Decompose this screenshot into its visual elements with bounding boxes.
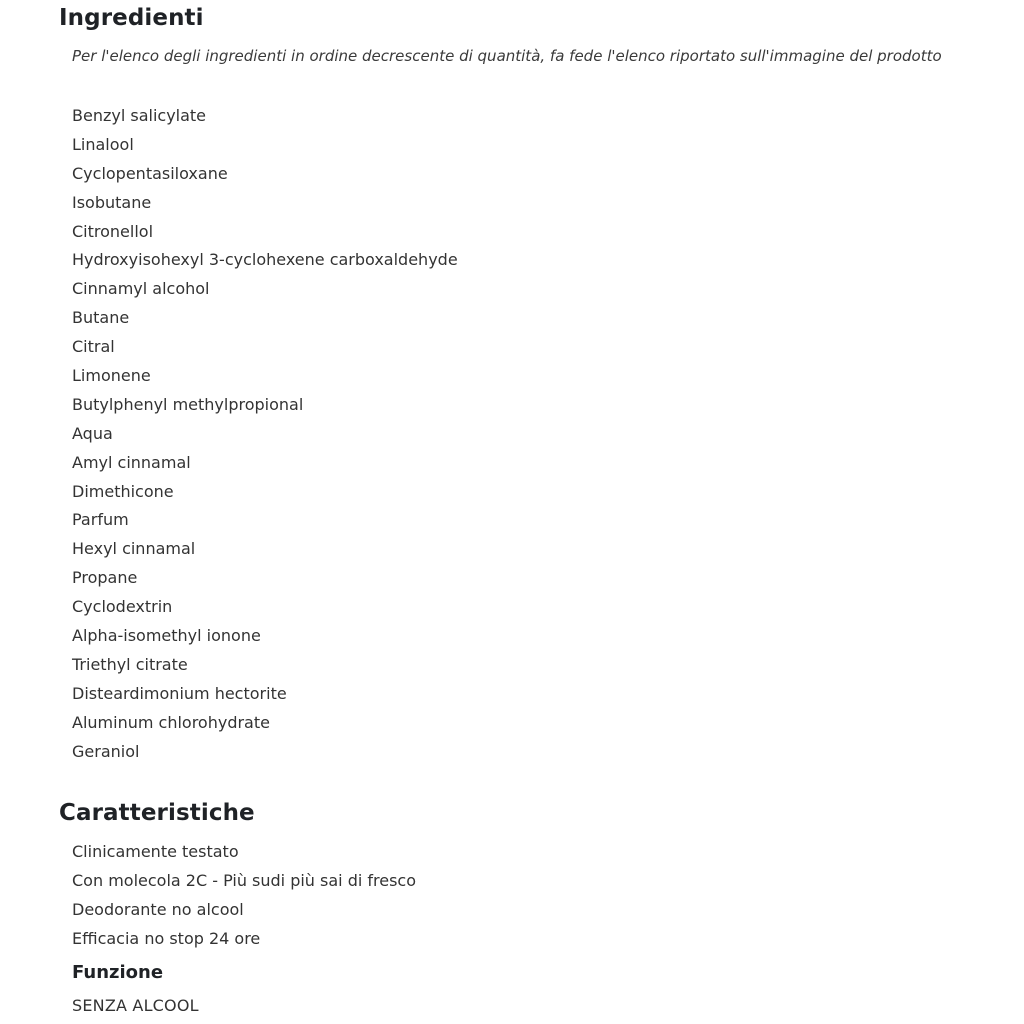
ingredient-item: Limonene bbox=[72, 366, 151, 386]
ingredient-item: Aluminum chlorohydrate bbox=[72, 712, 270, 732]
ingredient-item: Citronellol bbox=[72, 221, 154, 241]
ingredient-item: Linalool bbox=[72, 134, 134, 154]
function-heading: Funzione bbox=[72, 962, 164, 983]
ingredient-item: Parfum bbox=[72, 510, 129, 530]
ingredient-item: Isobutane bbox=[72, 192, 152, 212]
features-list bbox=[72, 838, 416, 954]
ingredient-item: Hydroxyisohexyl 3-cyclohexene carboxaldehyde bbox=[72, 250, 458, 270]
ingredient-item: Alpha-isomethyl ionone bbox=[72, 626, 261, 646]
ingredient-item: Disteardimonium hectorite bbox=[72, 683, 287, 703]
feature-item: Efficacia no stop 24 ore bbox=[72, 928, 261, 948]
ingredient-item: Cinnamyl alcohol bbox=[72, 279, 210, 299]
ingredient-item: Butylphenyl methylpropional bbox=[72, 394, 304, 414]
ingredient-item: Propane bbox=[72, 568, 138, 588]
ingredient-item: Dimethicone bbox=[72, 481, 174, 501]
features-heading: Caratteristiche bbox=[59, 800, 255, 826]
ingredient-item: Benzyl salicylate bbox=[72, 106, 207, 125]
feature-item: Con molecola 2C - Più sudi più sai di fresco bbox=[72, 870, 417, 890]
function-value: SENZA ALCOOL bbox=[72, 996, 199, 1015]
ingredient-item: Butane bbox=[72, 308, 130, 328]
ingredient-item: Cyclodextrin bbox=[72, 597, 173, 617]
ingredient-item: Aqua bbox=[72, 423, 113, 443]
ingredient-item: Cyclopentasiloxane bbox=[72, 163, 228, 183]
feature-item: Deodorante no alcool bbox=[72, 899, 244, 919]
ingredient-item: Amyl cinnamal bbox=[72, 452, 191, 472]
ingredient-item: Geraniol bbox=[72, 741, 140, 761]
ingredient-item: Triethyl citrate bbox=[72, 654, 188, 674]
ingredient-item: Hexyl cinnamal bbox=[72, 539, 196, 559]
ingredient-item: Citral bbox=[72, 337, 115, 357]
ingredients-list bbox=[72, 102, 458, 766]
ingredients-heading: Ingredienti bbox=[59, 5, 204, 31]
ingredients-note: Per l'elenco degli ingredienti in ordine decrescente di quantità, fa fede l'elenco riportato sull'immagine del prodotto bbox=[72, 47, 942, 65]
feature-item: Clinicamente testato bbox=[72, 842, 239, 861]
